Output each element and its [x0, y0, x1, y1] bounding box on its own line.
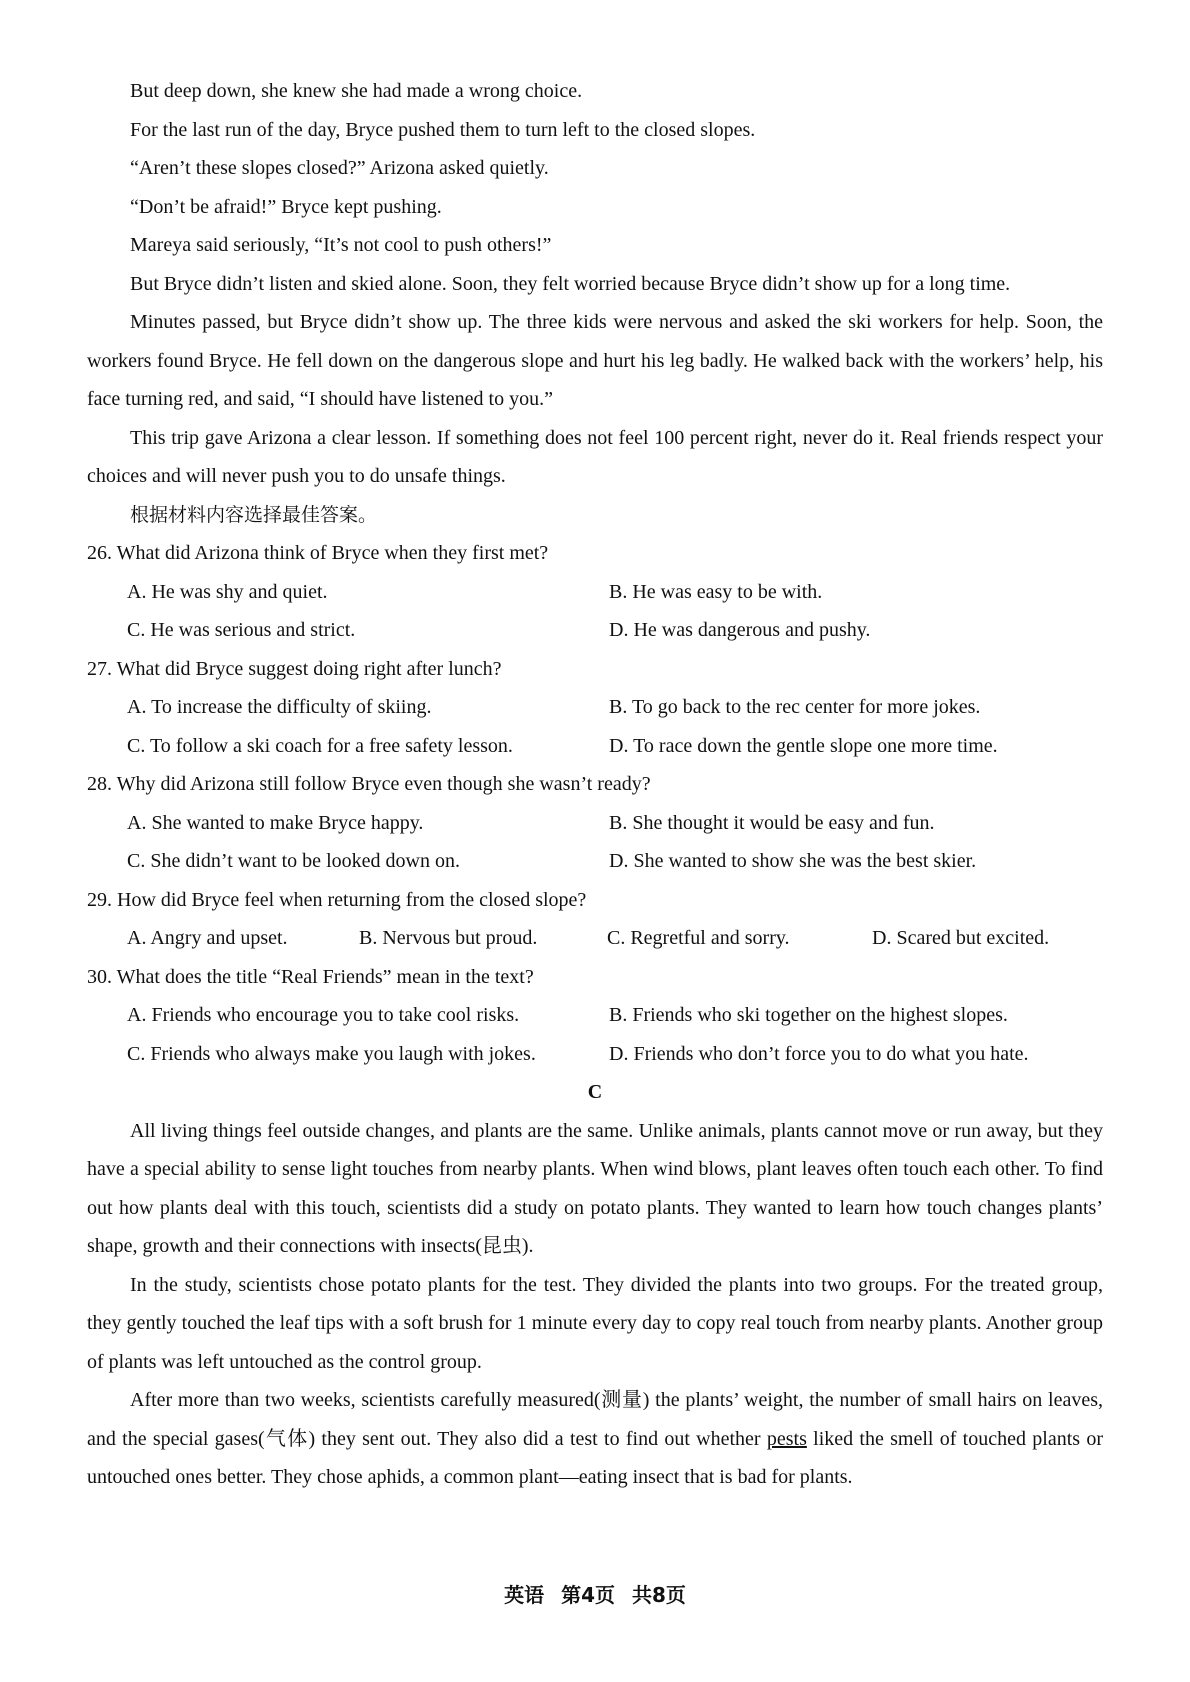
option-c[interactable]: C. Regretful and sorry. [607, 927, 790, 949]
option-d[interactable]: D. To race down the gentle slope one more time. [609, 734, 998, 757]
option-b[interactable]: B. Nervous but proud. [359, 927, 538, 949]
option-c[interactable]: C. He was serious and strict. [127, 619, 356, 641]
option-a[interactable]: A. To increase the difficulty of skiing. [127, 696, 432, 718]
page-footer: 英语 第4页 共8页 [504, 1583, 686, 1607]
question-stem: 30. What does the title “Real Friends” mean in the text? [87, 965, 534, 988]
underlined-word: pests [766, 1427, 807, 1450]
question-stem: 29. How did Bryce feel when returning from the closed slope? [87, 888, 587, 911]
option-d[interactable]: D. Friends who don’t force you to do what you hate. [609, 1042, 1029, 1065]
paragraph: In the study, scientists chose potato plants for the test. They divided the plants into two groups. For the treated group, they gently touched the leaf tips with a soft brush for 1 minute every day to copy real touch from nearby plants. Another group of plants was left untouched as the control group. [87, 1273, 1103, 1373]
section-heading: C [587, 1081, 603, 1103]
paragraph: But deep down, she knew she had made a wrong choice. [130, 80, 583, 102]
paragraph: All living things feel outside changes, and plants are the same. Unlike animals, plants cannot move or run away, but they have a special ability to sense light touches from nearby plants. When wind blows, plant leaves often touch each other. To find out how plants deal with this touch, scientists did a study on potato plants. They wanted to learn how touch changes plants’ shape, growth and their connections with insects(昆虫). [87, 1119, 1103, 1257]
option-a[interactable]: A. He was shy and quiet. [127, 580, 328, 603]
paragraph: “Don’t be afraid!” Bryce kept pushing. [130, 195, 442, 218]
option-b[interactable]: B. He was easy to be with. [609, 580, 823, 603]
question-stem: 26. What did Arizona think of Bryce when they first met? [87, 542, 549, 564]
paragraph: For the last run of the day, Bryce pushed them to turn left to the closed slopes. [130, 118, 756, 141]
question-26 [87, 534, 1103, 650]
option-b[interactable]: B. Friends who ski together on the highest slopes. [609, 1004, 1008, 1026]
option-d[interactable]: D. He was dangerous and pushy. [609, 619, 871, 641]
instruction: 根据材料内容选择最佳答案。 [130, 503, 378, 526]
option-a[interactable]: A. She wanted to make Bryce happy. [127, 811, 424, 834]
option-b[interactable]: B. She thought it would be easy and fun. [609, 811, 935, 834]
question-27 [87, 650, 1103, 766]
option-a[interactable]: A. Angry and upset. [127, 927, 288, 949]
question-stem: 27. What did Bryce suggest doing right after lunch? [87, 657, 502, 680]
options [87, 573, 1103, 650]
paragraph: But Bryce didn’t listen and skied alone. Soon, they felt worried because Bryce didn’t show up for a long time. [130, 272, 1011, 295]
paragraph-text: liked the smell of touched plants or untouched ones better. They chose aphids, a common plant—eating insect that is bad for plants. [87, 1427, 1103, 1488]
option-d[interactable]: D. She wanted to show she was the best skier. [609, 850, 977, 872]
paragraph: “Aren’t these slopes closed?” Arizona asked quietly. [130, 157, 549, 179]
option-c[interactable]: C. To follow a ski coach for a free safety lesson. [127, 734, 513, 757]
paragraph: Minutes passed, but Bryce didn’t show up. The three kids were nervous and asked the ski workers for help. Soon, the workers found Bryce. He fell down on the dangerous slope and hurt his leg badly. He walked back with the workers’ help, his face turning red, and said, “I should have listened to you.” [87, 311, 1103, 410]
question-30 [87, 958, 1103, 1074]
option-b[interactable]: B. To go back to the rec center for more jokes. [609, 696, 981, 718]
options [87, 919, 1103, 958]
question-28 [87, 765, 1103, 881]
paragraph-text: After more than two weeks, scientists carefully measured(测量) the plants’ weight, the number of small hairs on leaves, and the special gases(气体) they sent out. They also did a test to find out whether [87, 1389, 1103, 1450]
paragraph: Mareya said seriously, “It’s not cool to push others!” [130, 234, 552, 256]
paragraph [87, 1381, 1103, 1497]
option-c[interactable]: C. She didn’t want to be looked down on. [127, 850, 460, 872]
option-c[interactable]: C. Friends who always make you laugh with jokes. [127, 1042, 536, 1065]
page-content [87, 72, 1103, 1497]
option-a[interactable]: A. Friends who encourage you to take cool risks. [127, 1004, 520, 1026]
question-stem: 28. Why did Arizona still follow Bryce even though she wasn’t ready? [87, 773, 651, 795]
paragraph: This trip gave Arizona a clear lesson. If something does not feel 100 percent right, never do it. Real friends respect your choices and will never push you to do unsafe things. [87, 426, 1103, 487]
question-29 [87, 881, 1103, 958]
options [87, 996, 1103, 1073]
options [87, 688, 1103, 765]
options [87, 804, 1103, 881]
option-d[interactable]: D. Scared but excited. [872, 927, 1050, 949]
